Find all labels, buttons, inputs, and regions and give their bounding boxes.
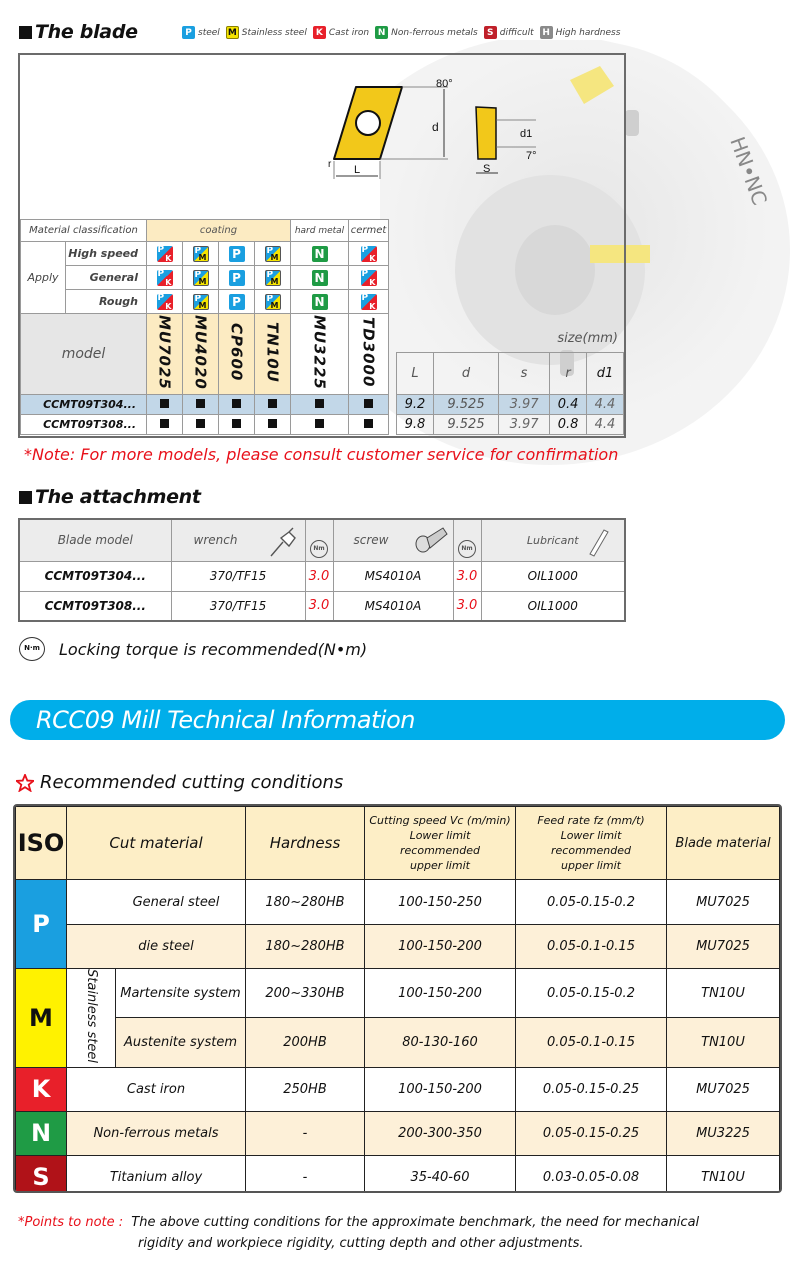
S-label: S bbox=[483, 163, 491, 175]
applicability-cell bbox=[291, 266, 349, 290]
blade-cell: MU7025 bbox=[667, 925, 780, 969]
feed-cell: 0.05-0.15-0.25 bbox=[516, 1111, 667, 1155]
grade-label: MU7025 bbox=[155, 315, 174, 390]
header-line: recommended bbox=[551, 844, 631, 857]
legend-label: Stainless steel bbox=[241, 27, 307, 38]
grade-label: CP600 bbox=[227, 323, 246, 382]
p-badge-icon: P bbox=[229, 294, 245, 310]
applicability-cell bbox=[219, 266, 255, 290]
screw-torque-cell: 3.0 bbox=[453, 561, 481, 591]
wrench-header: wrench bbox=[193, 533, 238, 548]
legend-label: steel bbox=[198, 27, 220, 38]
table-row bbox=[16, 1155, 780, 1193]
apply-row-label: Rough bbox=[66, 290, 147, 314]
material-cell: General steel bbox=[67, 880, 246, 925]
size-cell: 4.4 bbox=[587, 415, 624, 435]
size-cell: 3.97 bbox=[499, 395, 550, 415]
n-badge-icon: N bbox=[375, 26, 388, 39]
size-col-s: s bbox=[499, 353, 550, 395]
torque-icon: Nm bbox=[458, 540, 476, 558]
apply-row-general bbox=[21, 266, 389, 290]
applicability-cell bbox=[349, 242, 389, 266]
blade-cell: MU3225 bbox=[667, 1111, 780, 1155]
availability-mark bbox=[147, 395, 183, 415]
grade-label: TN10U bbox=[263, 322, 282, 383]
availability-mark bbox=[147, 415, 183, 435]
p-badge-icon: P bbox=[229, 270, 245, 286]
blade-section-title bbox=[19, 21, 138, 43]
pm-split-badge-icon: P M bbox=[194, 293, 207, 310]
speed-cell: 100-150-200 bbox=[365, 969, 516, 1018]
grade-label: MU3225 bbox=[310, 315, 329, 390]
header-line: Lower limit bbox=[560, 829, 622, 842]
note-label: *Points to note : bbox=[18, 1215, 124, 1230]
s-badge-icon: S bbox=[484, 26, 497, 39]
pk-split-badge-icon: P K bbox=[361, 293, 376, 310]
applicability-cell bbox=[183, 242, 219, 266]
grade-label: TD3000 bbox=[359, 317, 378, 388]
header-line: Lower limit bbox=[409, 829, 471, 842]
material-cell: Cast iron bbox=[67, 1067, 246, 1111]
apply-row-high-speed bbox=[21, 242, 389, 266]
availability-mark bbox=[183, 415, 219, 435]
cutting-conditions-table-wrap bbox=[13, 804, 782, 1193]
feed-cell: 0.03-0.05-0.08 bbox=[516, 1155, 667, 1193]
star-icon bbox=[16, 774, 34, 792]
torque-icon: Nm bbox=[310, 540, 328, 558]
speed-cell: 100-150-200 bbox=[365, 925, 516, 969]
applicability-cell bbox=[255, 266, 291, 290]
table-row bbox=[16, 1067, 780, 1111]
pk-split-badge-icon: P K bbox=[157, 269, 172, 286]
iso-p-cell: P bbox=[16, 880, 67, 969]
n-badge-icon: N bbox=[312, 270, 328, 286]
wrench-cell: 370/TF15 bbox=[171, 561, 305, 591]
points-to-note bbox=[18, 1212, 699, 1233]
pk-split-badge-icon: P K bbox=[157, 293, 172, 310]
blade-model-cell: CCMT09T304... bbox=[21, 395, 147, 415]
size-table bbox=[396, 352, 624, 435]
cutter-brand-text: HN•NC bbox=[725, 133, 773, 209]
square-bullet-icon bbox=[19, 491, 32, 504]
size-cell: 9.8 bbox=[397, 415, 434, 435]
lubricant-cell: OIL1000 bbox=[481, 561, 625, 591]
table-row bbox=[21, 395, 389, 415]
availability-mark bbox=[255, 415, 291, 435]
iso-n-cell: N bbox=[16, 1111, 67, 1155]
hardness-cell: 250HB bbox=[246, 1067, 365, 1111]
model-label: model bbox=[21, 314, 147, 395]
iso-s-cell: S bbox=[16, 1155, 67, 1193]
availability-mark bbox=[349, 415, 389, 435]
feed-cell: 0.05-0.1-0.15 bbox=[516, 1018, 667, 1067]
legend-label: Non-ferrous metals bbox=[391, 27, 478, 38]
d-label: d bbox=[432, 120, 439, 134]
material-cell: Non-ferrous metals bbox=[67, 1111, 246, 1155]
attachment-row bbox=[19, 591, 625, 621]
insert-side-view bbox=[476, 107, 496, 159]
hard-metal-group-label: hard metal bbox=[291, 220, 349, 242]
blade-material-header: Blade material bbox=[667, 807, 780, 880]
angle-label: 80° bbox=[436, 78, 453, 90]
availability-mark bbox=[291, 415, 349, 435]
more-models-note: *Note: For more models, please consult customer service for confirmation bbox=[24, 445, 619, 464]
blade-cell: TN10U bbox=[667, 969, 780, 1018]
blade-model-cell: CCMT09T304... bbox=[19, 561, 171, 591]
torque-note bbox=[19, 637, 367, 661]
apply-label: Apply bbox=[21, 242, 66, 314]
pm-split-badge-icon: P M bbox=[194, 245, 207, 262]
table-row bbox=[21, 415, 389, 435]
legend-item-p bbox=[182, 26, 220, 39]
apply-row-label: High speed bbox=[66, 242, 147, 266]
header-line: Cutting speed Vc (m/min) bbox=[369, 814, 511, 827]
square-bullet-icon bbox=[19, 26, 32, 39]
p-badge-icon: P bbox=[229, 246, 245, 262]
legend-item-n bbox=[375, 26, 478, 39]
p-badge-icon: P bbox=[182, 26, 195, 39]
table-row bbox=[16, 880, 780, 925]
L-label: L bbox=[354, 164, 361, 176]
wrench-icon bbox=[265, 524, 301, 560]
availability-mark bbox=[219, 395, 255, 415]
legend-item-k bbox=[313, 26, 369, 39]
size-row bbox=[397, 415, 624, 435]
availability-mark bbox=[255, 395, 291, 415]
wrench-torque-cell: 3.0 bbox=[305, 591, 333, 621]
legend-item-m bbox=[226, 26, 307, 39]
pm-split-badge-icon: P M bbox=[266, 245, 279, 262]
pm-split-badge-icon: P M bbox=[266, 293, 279, 310]
blade-panel bbox=[18, 53, 626, 438]
blade-grade-table bbox=[20, 219, 389, 435]
feed-cell: 0.05-0.15-0.2 bbox=[516, 969, 667, 1018]
r-label: r bbox=[328, 159, 332, 170]
stainless-label: Stainless steel bbox=[84, 969, 99, 1063]
applicability-cell bbox=[291, 290, 349, 314]
applicability-cell bbox=[255, 242, 291, 266]
blade-cell: TN10U bbox=[667, 1018, 780, 1067]
pk-split-badge-icon: P K bbox=[361, 245, 376, 262]
wrench-torque-cell: 3.0 bbox=[305, 561, 333, 591]
torque-note-text: Locking torque is recommended(N•m) bbox=[59, 639, 368, 659]
applicability-cell bbox=[219, 242, 255, 266]
conditions-title-text: Recommended cutting conditions bbox=[40, 772, 344, 793]
hardness-header: Hardness bbox=[246, 807, 365, 880]
feed-cell: 0.05-0.1-0.15 bbox=[516, 925, 667, 969]
attachment-row bbox=[19, 561, 625, 591]
size-cell: 3.97 bbox=[499, 415, 550, 435]
header-line: upper limit bbox=[561, 859, 621, 872]
lubricant-cell: OIL1000 bbox=[481, 591, 625, 621]
applicability-cell bbox=[219, 290, 255, 314]
hardness-cell: - bbox=[246, 1155, 365, 1193]
lubricant-header: Lubricant bbox=[526, 533, 579, 547]
hardness-cell: 180~280HB bbox=[246, 925, 365, 969]
screw-cell: MS4010A bbox=[333, 591, 453, 621]
hardness-cell: 200~330HB bbox=[246, 969, 365, 1018]
hardness-cell: 180~280HB bbox=[246, 880, 365, 925]
applicability-cell bbox=[147, 266, 183, 290]
pm-split-badge-icon: P M bbox=[194, 269, 207, 286]
conditions-section-title bbox=[16, 772, 343, 793]
blade-model-header: Blade model bbox=[19, 519, 171, 561]
lubricant-tube-icon bbox=[586, 524, 610, 558]
size-cell: 9.525 bbox=[433, 395, 498, 415]
header-line: upper limit bbox=[410, 859, 470, 872]
legend-item-s bbox=[484, 26, 534, 39]
applicability-cell bbox=[183, 290, 219, 314]
speed-cell: 200-300-350 bbox=[365, 1111, 516, 1155]
speed-cell: 100-150-250 bbox=[365, 880, 516, 925]
applicability-cell bbox=[349, 290, 389, 314]
n-badge-icon: N bbox=[312, 294, 328, 310]
availability-mark bbox=[183, 395, 219, 415]
size-col-d1: d1 bbox=[587, 353, 624, 395]
size-col-d: d bbox=[433, 353, 498, 395]
material-cell: Martensite system bbox=[116, 969, 246, 1018]
blade-model-cell: CCMT09T308... bbox=[21, 415, 147, 435]
header-line: recommended bbox=[400, 844, 480, 857]
insert-diagram bbox=[320, 75, 560, 200]
n-badge-icon: N bbox=[312, 246, 328, 262]
k-badge-icon: K bbox=[313, 26, 326, 39]
screw-cell: MS4010A bbox=[333, 561, 453, 591]
size-cell: 9.2 bbox=[397, 395, 434, 415]
torque-icon: N·m bbox=[19, 637, 45, 661]
availability-mark bbox=[291, 395, 349, 415]
size-cell: 0.8 bbox=[550, 415, 587, 435]
screw-icon bbox=[413, 524, 449, 554]
feed-cell: 0.05-0.15-0.2 bbox=[516, 880, 667, 925]
h-badge-icon: H bbox=[540, 26, 553, 39]
size-cell: 9.525 bbox=[433, 415, 498, 435]
applicability-cell bbox=[255, 290, 291, 314]
applicability-cell bbox=[147, 290, 183, 314]
pk-split-badge-icon: P K bbox=[361, 269, 376, 286]
size-col-L: L bbox=[397, 353, 434, 395]
blade-title-text: The blade bbox=[35, 21, 138, 43]
legend-item-h bbox=[540, 26, 621, 39]
legend-label: difficult bbox=[499, 27, 534, 38]
applicability-cell bbox=[183, 266, 219, 290]
iso-k-cell: K bbox=[16, 1067, 67, 1111]
material-cell: Austenite system bbox=[116, 1018, 246, 1067]
banner-title: RCC09 Mill Technical Information bbox=[36, 706, 415, 734]
attachment-section-title bbox=[19, 486, 201, 508]
feed-cell: 0.05-0.15-0.25 bbox=[516, 1067, 667, 1111]
size-cell: 0.4 bbox=[550, 395, 587, 415]
speed-cell: 35-40-60 bbox=[365, 1155, 516, 1193]
table-row bbox=[16, 925, 780, 969]
blade-model-cell: CCMT09T308... bbox=[19, 591, 171, 621]
grade-label: MU4020 bbox=[191, 315, 210, 390]
screw-header: screw bbox=[353, 533, 389, 548]
attachment-table bbox=[18, 518, 626, 622]
table-row bbox=[16, 1111, 780, 1155]
material-cell: Titanium alloy bbox=[67, 1155, 246, 1193]
applicability-cell bbox=[349, 266, 389, 290]
size-col-r: r bbox=[550, 353, 587, 395]
applicability-cell bbox=[291, 242, 349, 266]
material-cell: die steel bbox=[67, 925, 246, 969]
legend-label: Cast iron bbox=[328, 27, 370, 38]
table-row bbox=[16, 969, 780, 1018]
pk-split-badge-icon: P K bbox=[157, 245, 172, 262]
cutting-conditions-table bbox=[15, 806, 780, 1193]
material-legend bbox=[182, 26, 626, 39]
hardness-cell: - bbox=[246, 1111, 365, 1155]
technical-info-banner bbox=[10, 700, 785, 740]
size-cell: 4.4 bbox=[587, 395, 624, 415]
wrench-cell: 370/TF15 bbox=[171, 591, 305, 621]
legend-label: High hardness bbox=[555, 27, 621, 38]
screw-torque-cell: 3.0 bbox=[453, 591, 481, 621]
insert-hole bbox=[356, 111, 380, 135]
cutting-speed-header bbox=[365, 807, 516, 880]
size-row bbox=[397, 395, 624, 415]
cut-material-header: Cut material bbox=[67, 807, 246, 880]
applicability-cell bbox=[147, 242, 183, 266]
m-badge-icon: M bbox=[226, 26, 239, 39]
availability-mark bbox=[349, 395, 389, 415]
clearance-angle-label: 7° bbox=[526, 150, 537, 162]
material-classification-label: Material classification bbox=[21, 220, 147, 242]
coating-group-label: coating bbox=[147, 220, 291, 242]
speed-cell: 80-130-160 bbox=[365, 1018, 516, 1067]
attachment-title-text: The attachment bbox=[35, 486, 201, 508]
availability-mark bbox=[219, 415, 255, 435]
blade-cell: MU7025 bbox=[667, 880, 780, 925]
blade-cell: TN10U bbox=[667, 1155, 780, 1193]
cermet-group-label: cermet bbox=[349, 220, 389, 242]
note-line-1: The above cutting conditions for the approximate benchmark, the need for mechanical bbox=[131, 1215, 700, 1230]
feed-rate-header bbox=[516, 807, 667, 880]
hardness-cell: 200HB bbox=[246, 1018, 365, 1067]
apply-row-rough bbox=[21, 290, 389, 314]
table-row bbox=[16, 1018, 780, 1067]
apply-row-label: General bbox=[66, 266, 147, 290]
stainless-steel-cell bbox=[67, 969, 116, 1068]
d1-label: d1 bbox=[520, 128, 533, 140]
note-line-2: rigidity and workpiece rigidity, cutting depth and other adjustments. bbox=[138, 1236, 584, 1251]
iso-header: ISO bbox=[16, 807, 67, 880]
pm-split-badge-icon: P M bbox=[266, 269, 279, 286]
blade-cell: MU7025 bbox=[667, 1067, 780, 1111]
iso-m-cell: M bbox=[16, 969, 67, 1068]
speed-cell: 100-150-200 bbox=[365, 1067, 516, 1111]
header-line: Feed rate fz (mm/t) bbox=[537, 814, 645, 827]
size-unit-label: size(mm) bbox=[557, 331, 618, 346]
